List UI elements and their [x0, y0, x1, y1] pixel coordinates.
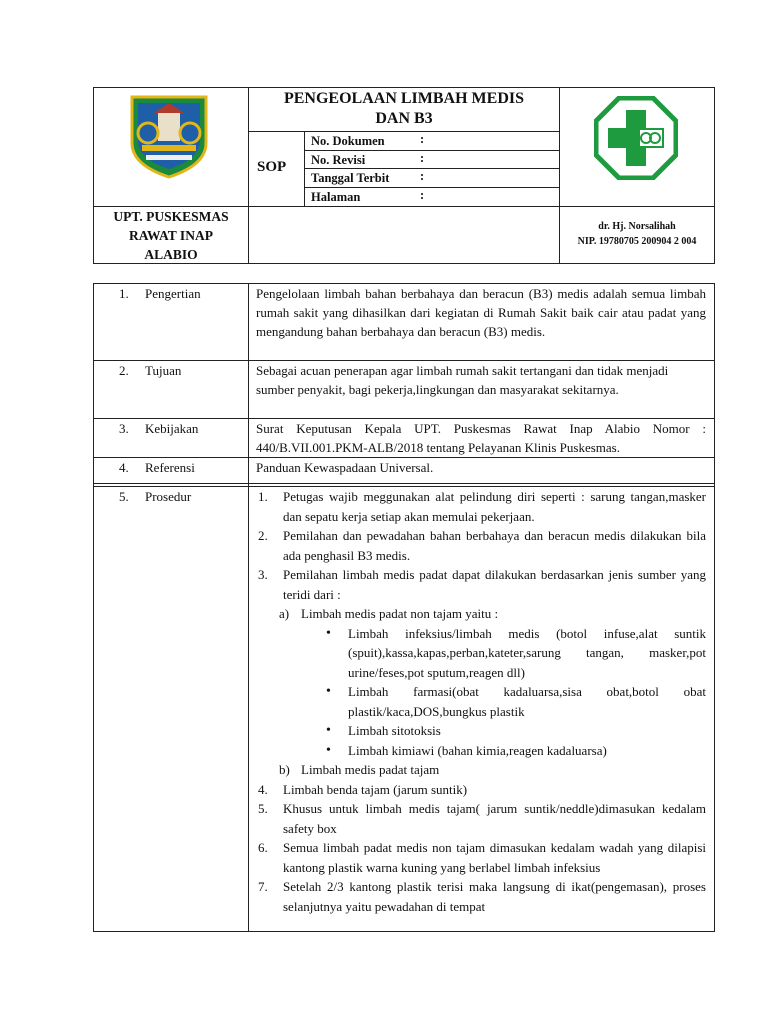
- meta-value-no-revisi: :: [420, 151, 425, 165]
- bullet-text: Limbah infeksius/limbah medis (botol infuse,alat suntik (spuit),kassa,kapas,perban,kateter,sarung tangan, masker,pot urine/feses,pot sputum,reagen dll): [348, 625, 706, 680]
- title-line-2: DAN B3: [375, 110, 433, 127]
- list-text: Pemilahan dan pewadahan bahan berbahaya dan beracun medis dilakukan bila ada penghasil B3 medis.: [283, 528, 706, 563]
- signer-name: dr. Hj. Norsalihah: [598, 221, 676, 232]
- signer-block: [560, 219, 714, 249]
- sop-label: SOP: [257, 159, 287, 175]
- bullet-text: Limbah farmasi(obat kadaluarsa,sisa obat,botol obat plastik/kaca,DOS,bungkus plastik: [348, 684, 706, 719]
- list-item: [258, 487, 706, 526]
- section-text-tujuan: Sebagai acuan penerapan agar limbah rumah sakit tertangani dan tidak menjadi sumber penyakit, bagi pekerja,lingkungan dan masyarakat sekitarnya.: [256, 363, 669, 397]
- list-item: [258, 526, 706, 565]
- org-line-2: RAWAT INAP: [129, 228, 213, 243]
- section-label-tujuan: [119, 361, 181, 380]
- organization-name: [94, 207, 248, 264]
- regency-emblem-logo: [128, 93, 210, 179]
- list-text: Petugas wajib meggunakan alat pelindung diri seperti : sarung tangan,masker dan sepatu kerja setiap akan memulai pekerjaan.: [283, 489, 706, 524]
- meta-label-no-revisi: No. Revisi: [311, 153, 366, 167]
- bullet-item: [326, 624, 706, 683]
- list-text: Khusus untuk limbah medis tajam( jarum suntik/neddle)dimasukan kedalam safety box: [283, 801, 706, 836]
- bullet-icon: •: [326, 625, 331, 641]
- meta-value-halaman: :: [420, 188, 425, 202]
- bullet-item: [326, 721, 706, 741]
- meta-label-tanggal-terbit: Tanggal Terbit: [311, 171, 390, 185]
- sub-list-item: [279, 604, 706, 624]
- list-text: Pemilahan limbah medis padat dapat dilakukan berdasarkan jenis sumber yang teridi dari :: [283, 567, 706, 602]
- section-number: 2.: [119, 363, 129, 378]
- bullet-item: [326, 682, 706, 721]
- list-text: Semua limbah padat medis non tajam dimasukan kedalam wadah yang dilapisi kantong plastik warna kuning yang berlabel limbah infeksius: [283, 840, 706, 875]
- section-text-pengertian: Pengelolaan limbah bahan berbahaya dan beracun (B3) medis adalah semua limbah rumah sakit yang dihasilkan dari kegiatan di Rumah Sakit baik cair atau padat yang mengandung bahan berbahaya dan beracun (B3) medis.: [256, 286, 706, 339]
- sub-list-text: Limbah medis padat tajam: [301, 762, 440, 777]
- list-number: 5.: [258, 801, 268, 816]
- section-label-kebijakan: [119, 419, 198, 438]
- org-line-1: UPT. PUSKESMAS: [113, 209, 229, 224]
- org-line-3: ALABIO: [144, 247, 198, 262]
- section-title: Pengertian: [145, 286, 201, 301]
- section-title: Referensi: [145, 460, 195, 475]
- bullet-item: [326, 741, 706, 761]
- prosedur-list: [258, 487, 706, 916]
- sub-list-item: [279, 760, 706, 780]
- bullet-icon: •: [326, 723, 331, 738]
- section-text-kebijakan: Surat Keputusan Kepala UPT. Puskesmas Rawat Inap Alabio Nomor : 440/B.VII.001.PKM-ALB/2018 tentang Pelayanan Klinis Puskesmas.: [256, 421, 706, 455]
- meta-value-no-dokumen: :: [420, 132, 425, 146]
- sub-list-letter: b): [279, 762, 290, 777]
- section-label-prosedur: [119, 487, 191, 506]
- section-label-referensi: [119, 458, 195, 477]
- section-number: 1.: [119, 286, 129, 301]
- list-item: [258, 799, 706, 838]
- list-number: 4.: [258, 781, 268, 797]
- list-number: 7.: [258, 879, 268, 894]
- title-line-1: PENGEOLAAN LIMBAH MEDIS: [283, 90, 525, 107]
- bullet-text: Limbah kimiawi (bahan kimia,reagen kadaluarsa): [348, 742, 607, 758]
- list-text: Limbah benda tajam (jarum suntik): [283, 781, 468, 797]
- list-text: Setelah 2/3 kantong plastik terisi maka langsung di ikat(pengemasan), proses selanjutnya yaitu pewadahan di tempat: [283, 879, 706, 914]
- section-title: Tujuan: [145, 363, 182, 378]
- section-title: Kebijakan: [145, 421, 199, 436]
- list-item: [258, 565, 706, 604]
- sub-list-letter: a): [279, 606, 290, 621]
- section-number: 5.: [119, 489, 129, 504]
- section-title: Prosedur: [145, 489, 192, 504]
- section-label-pengertian: [119, 284, 201, 303]
- section-number: 3.: [119, 421, 129, 436]
- list-item: [258, 780, 706, 800]
- meta-label-halaman: Halaman: [311, 190, 361, 204]
- puskesmas-logo: [594, 96, 678, 180]
- bullet-icon: •: [326, 742, 331, 758]
- list-number: 2.: [258, 528, 268, 543]
- list-item: [258, 838, 706, 877]
- list-number: 6.: [258, 840, 268, 855]
- section-number: 4.: [119, 460, 129, 475]
- section-text-referensi: Panduan Kewaspadaan Universal.: [256, 460, 434, 475]
- meta-value-tanggal-terbit: :: [420, 169, 425, 183]
- bullet-icon: •: [326, 684, 331, 699]
- signer-nip: NIP. 19780705 200904 2 004: [577, 236, 697, 247]
- list-item: [258, 877, 706, 916]
- meta-label-no-dokumen: No. Dokumen: [311, 134, 385, 148]
- document-title: [249, 89, 559, 129]
- sub-list-text: Limbah medis padat non tajam yaitu :: [301, 606, 499, 621]
- list-number: 3.: [258, 567, 268, 582]
- list-number: 1.: [258, 489, 268, 504]
- bullet-text: Limbah sitotoksis: [348, 723, 441, 738]
